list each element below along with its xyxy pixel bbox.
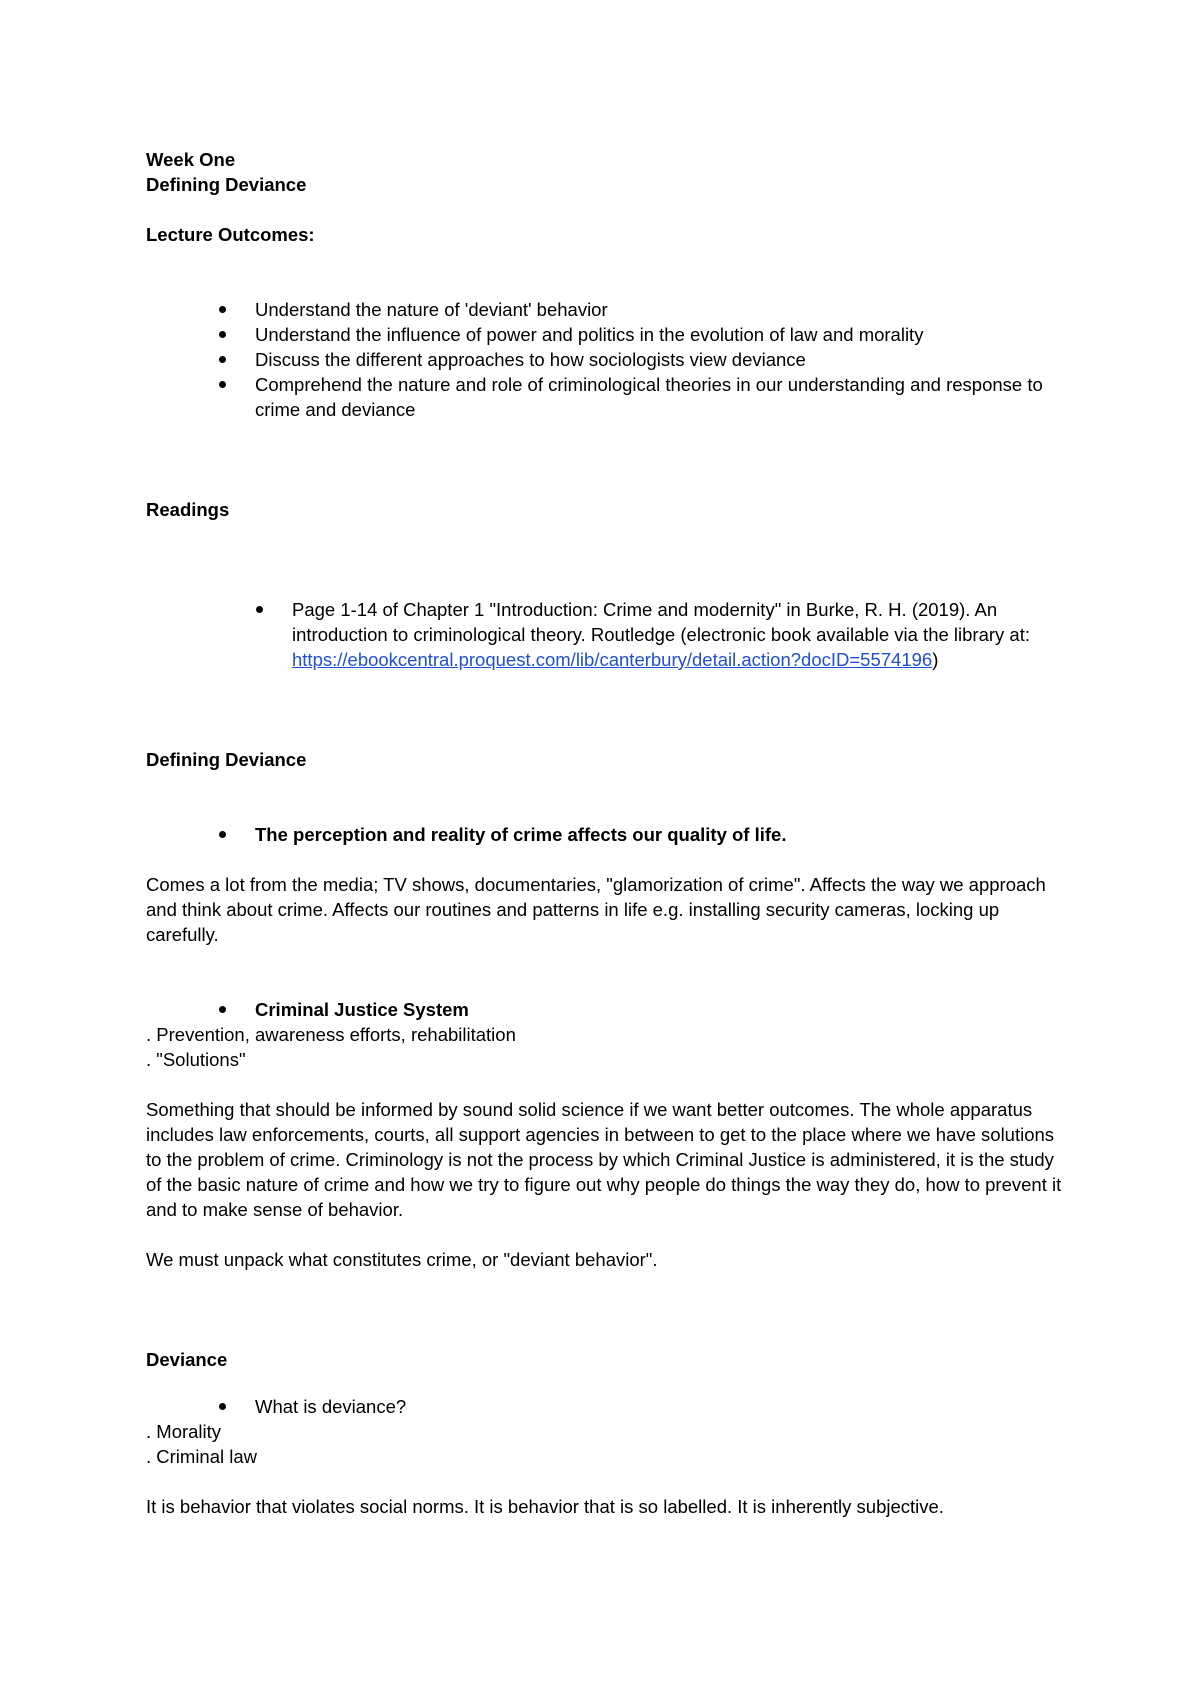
reading-item xyxy=(146,597,1066,672)
cjs-bullet-list xyxy=(146,997,1066,1022)
week-label: Week One xyxy=(146,149,236,170)
deviance-sub-morality: . Morality xyxy=(146,1421,222,1442)
cjs-paragraph: Something that should be informed by sound solid science if we want better outcomes. The whole apparatus includes law enforcements, courts, all support agencies in between to get to the place where we have solutions to the problem of crime. Criminology is not the process by which Criminal Justice is administered, it is the study of the basic nature of crime and how we try to figure out why people do things the way they do, how to prevent it and to make sense of behavior. xyxy=(146,1099,1062,1220)
deviance-sub-criminal-law: . Criminal law xyxy=(146,1446,258,1467)
reading-text: Page 1-14 of Chapter 1 "Introduction: Crime and modernity" in Burke, R. H. (2019). An introduction to criminological theory. Routledge (electronic book available via the library at: xyxy=(292,599,1030,645)
readings-heading: Readings xyxy=(146,499,230,520)
deviance-heading: Deviance xyxy=(146,1349,228,1370)
reading-suffix: ) xyxy=(932,649,939,670)
readings-list xyxy=(146,597,1066,672)
outcomes-list xyxy=(146,297,1066,422)
outcome-item: Understand the influence of power and politics in the evolution of law and morality xyxy=(146,322,1066,347)
cjs-sub-prevention: . Prevention, awareness efforts, rehabilitation xyxy=(146,1024,516,1045)
page-title: Defining Deviance xyxy=(146,174,307,195)
outcomes-heading: Lecture Outcomes: xyxy=(146,224,315,245)
unpack-paragraph: We must unpack what constitutes crime, or "deviant behavior". xyxy=(146,1249,658,1270)
outcome-item: Comprehend the nature and role of criminological theories in our understanding and response to crime and deviance xyxy=(146,372,1066,422)
defining-bullet-list xyxy=(146,822,1066,847)
cjs-sub-solutions: . "Solutions" xyxy=(146,1049,246,1070)
defining-heading: Defining Deviance xyxy=(146,749,307,770)
defining-bullet-quality-of-life: The perception and reality of crime affects our quality of life. xyxy=(146,822,1066,847)
outcome-item: Understand the nature of 'deviant' behavior xyxy=(146,297,1066,322)
cjs-bullet: Criminal Justice System xyxy=(146,997,1066,1022)
deviance-question-bullet: What is deviance? xyxy=(146,1394,1066,1419)
deviance-paragraph: It is behavior that violates social norms. It is behavior that is so labelled. It is inherently subjective. xyxy=(146,1496,944,1517)
document-page xyxy=(146,147,1066,1519)
reading-link[interactable]: https://ebookcentral.proquest.com/lib/canterbury/detail.action?docID=5574196 xyxy=(292,649,933,670)
outcome-item: Discuss the different approaches to how sociologists view deviance xyxy=(146,347,1066,372)
deviance-bullet-list xyxy=(146,1394,1066,1419)
defining-paragraph-media: Comes a lot from the media; TV shows, documentaries, "glamorization of crime". Affects the way we approach and think about crime. Affects our routines and patterns in life e.g. installing security cameras, locking up carefully. xyxy=(146,874,1046,945)
